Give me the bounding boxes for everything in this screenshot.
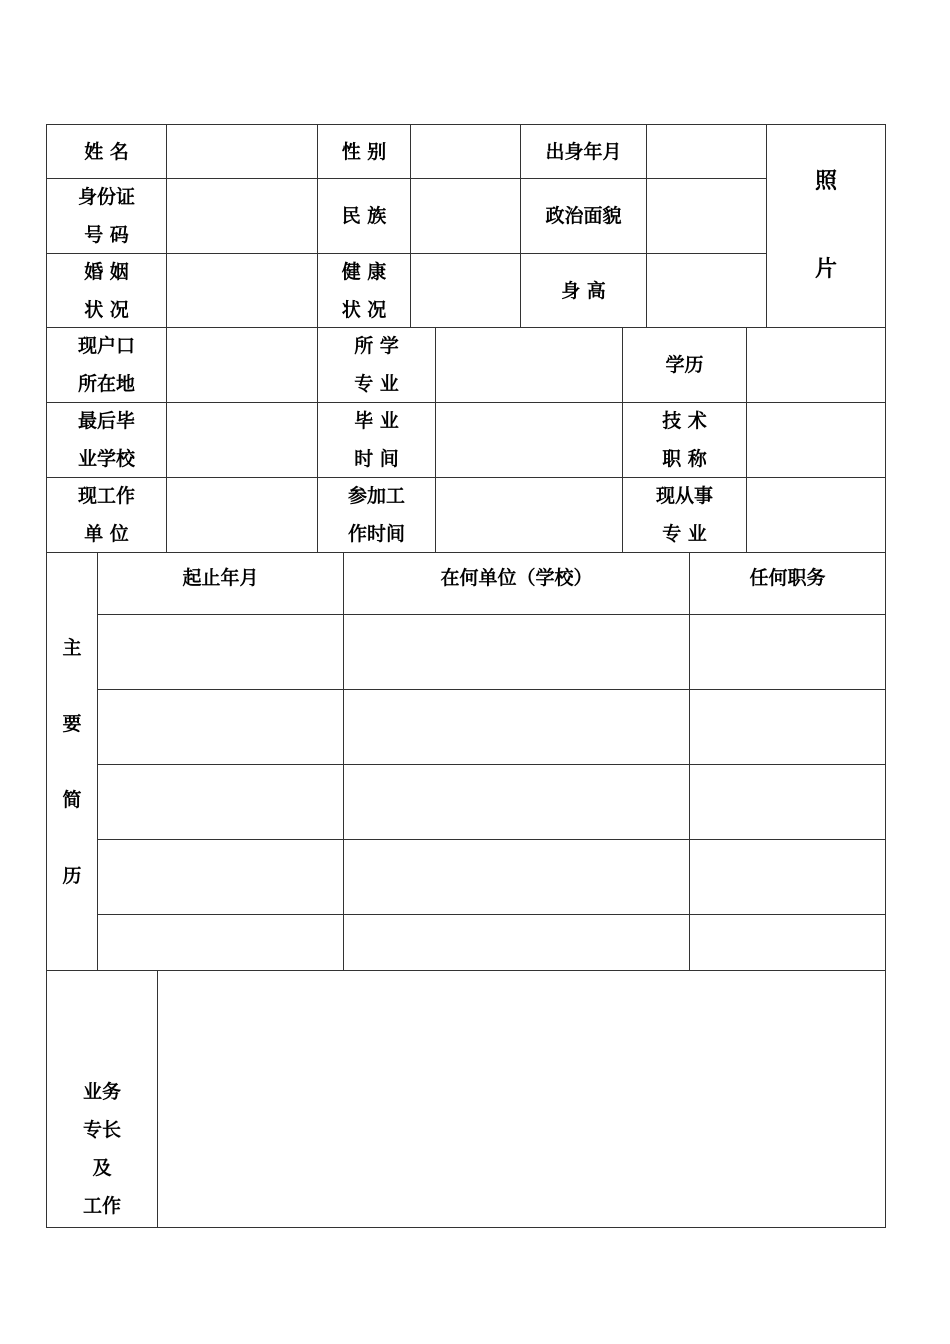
resume-row-4-organization[interactable] — [344, 840, 690, 915]
hukou-label-line2: 所在地 — [77, 373, 135, 395]
resume-side-char-3: 简 — [62, 788, 82, 811]
current-field-label — [623, 478, 747, 553]
major-label-line1: 所 学 — [354, 335, 399, 357]
resume-header-position — [690, 553, 885, 615]
photo-label-line2: 片 — [814, 257, 837, 282]
current-field-label-line1: 现从事 — [655, 485, 713, 507]
resume-row-1-position[interactable] — [690, 615, 885, 690]
id-label-line1: 身份证 — [77, 186, 135, 208]
work-start-label-line2: 作时间 — [347, 523, 405, 545]
resume-row-4-period[interactable] — [98, 840, 344, 915]
expertise-field[interactable] — [158, 971, 885, 1227]
grad-label-line1: 毕 业 — [354, 410, 399, 432]
grad-label-line2: 时 间 — [354, 448, 399, 470]
photo-box[interactable] — [767, 125, 885, 328]
school-field[interactable] — [167, 403, 318, 478]
height-label — [521, 254, 647, 328]
ethnicity-field[interactable] — [411, 179, 521, 254]
current-employer-field[interactable] — [167, 478, 318, 553]
resume-row-5-period[interactable] — [98, 915, 344, 971]
school-label-line2: 业学校 — [77, 448, 135, 470]
current-employer-label — [47, 478, 167, 553]
gender-label-text: 性 别 — [341, 140, 387, 163]
tech-title-field[interactable] — [747, 403, 885, 478]
ethnicity-label — [318, 179, 411, 254]
birth-field[interactable] — [647, 125, 767, 179]
school-label — [47, 403, 167, 478]
name-field[interactable] — [167, 125, 318, 179]
health-label-line2: 状 况 — [341, 298, 387, 321]
name-label-text: 姓 名 — [84, 140, 129, 163]
health-label — [318, 254, 411, 328]
resume-row-5-organization[interactable] — [344, 915, 690, 971]
marital-label — [47, 254, 167, 328]
resume-header-organization-text: 在何单位（学校） — [440, 567, 593, 589]
school-label-line1: 最后毕 — [77, 410, 135, 432]
marital-field[interactable] — [167, 254, 318, 328]
resume-row-1-organization[interactable] — [344, 615, 690, 690]
expertise-label-line4: 工作 — [82, 1195, 121, 1217]
major-label — [318, 328, 436, 403]
political-label-text: 政治面貌 — [545, 205, 622, 227]
hukou-label — [47, 328, 167, 403]
id-number-label — [47, 179, 167, 254]
birth-label-text: 出身年月 — [545, 140, 622, 163]
birth-label — [521, 125, 647, 179]
resume-row-1-period[interactable] — [98, 615, 344, 690]
health-label-line1: 健 康 — [341, 260, 387, 283]
health-field[interactable] — [411, 254, 521, 328]
marital-label-line2: 状 况 — [84, 298, 129, 321]
tech-title-label-line1: 技 术 — [662, 410, 707, 432]
political-field[interactable] — [647, 179, 767, 254]
education-field[interactable] — [747, 328, 885, 403]
id-number-field[interactable] — [167, 179, 318, 254]
major-field[interactable] — [436, 328, 623, 403]
resume-row-5-position[interactable] — [690, 915, 885, 971]
tech-title-label — [623, 403, 747, 478]
hukou-label-line1: 现户口 — [77, 335, 135, 357]
resume-row-3-position[interactable] — [690, 765, 885, 840]
expertise-label-line1: 业务 — [82, 1081, 121, 1103]
work-start-label — [318, 478, 436, 553]
work-start-field[interactable] — [436, 478, 623, 553]
education-label — [623, 328, 747, 403]
resume-row-3-period[interactable] — [98, 765, 344, 840]
resume-row-4-position[interactable] — [690, 840, 885, 915]
graduation-time-field[interactable] — [436, 403, 623, 478]
hukou-field[interactable] — [167, 328, 318, 403]
height-label-text: 身 高 — [561, 279, 606, 302]
id-label-line2: 号 码 — [84, 224, 129, 246]
graduation-time-label — [318, 403, 436, 478]
resume-header-period-text: 起止年月 — [182, 567, 259, 589]
expertise-label-line2: 专长 — [82, 1119, 121, 1141]
resume-header-period — [98, 553, 344, 615]
photo-label-line1: 照 — [814, 169, 837, 194]
resume-row-2-organization[interactable] — [344, 690, 690, 765]
tech-title-label-line2: 职 称 — [662, 448, 707, 470]
political-label — [521, 179, 647, 254]
resume-header-organization — [344, 553, 690, 615]
work-start-label-line1: 参加工 — [347, 485, 405, 507]
resume-side-char-2: 要 — [62, 712, 82, 735]
application-form — [46, 124, 886, 1228]
ethnicity-label-text: 民 族 — [341, 205, 387, 227]
resume-row-3-organization[interactable] — [344, 765, 690, 840]
employer-label-line2: 单 位 — [84, 523, 129, 545]
gender-field[interactable] — [411, 125, 521, 179]
resume-header-position-text: 任何职务 — [749, 567, 826, 589]
resume-row-2-period[interactable] — [98, 690, 344, 765]
expertise-label — [47, 971, 158, 1227]
resume-side-char-1: 主 — [62, 636, 82, 659]
resume-side-char-4: 历 — [62, 864, 82, 887]
expertise-label-line3: 及 — [92, 1157, 112, 1179]
education-label-text: 学历 — [665, 354, 704, 376]
marital-label-line1: 婚 姻 — [84, 260, 129, 283]
gender-label — [318, 125, 411, 179]
major-label-line2: 专 业 — [354, 373, 399, 395]
resume-side-label — [47, 553, 98, 971]
resume-row-2-position[interactable] — [690, 690, 885, 765]
height-field[interactable] — [647, 254, 767, 328]
current-field-label-line2: 专 业 — [662, 523, 707, 545]
name-label — [47, 125, 167, 179]
current-field-field[interactable] — [747, 478, 885, 553]
employer-label-line1: 现工作 — [77, 485, 135, 507]
